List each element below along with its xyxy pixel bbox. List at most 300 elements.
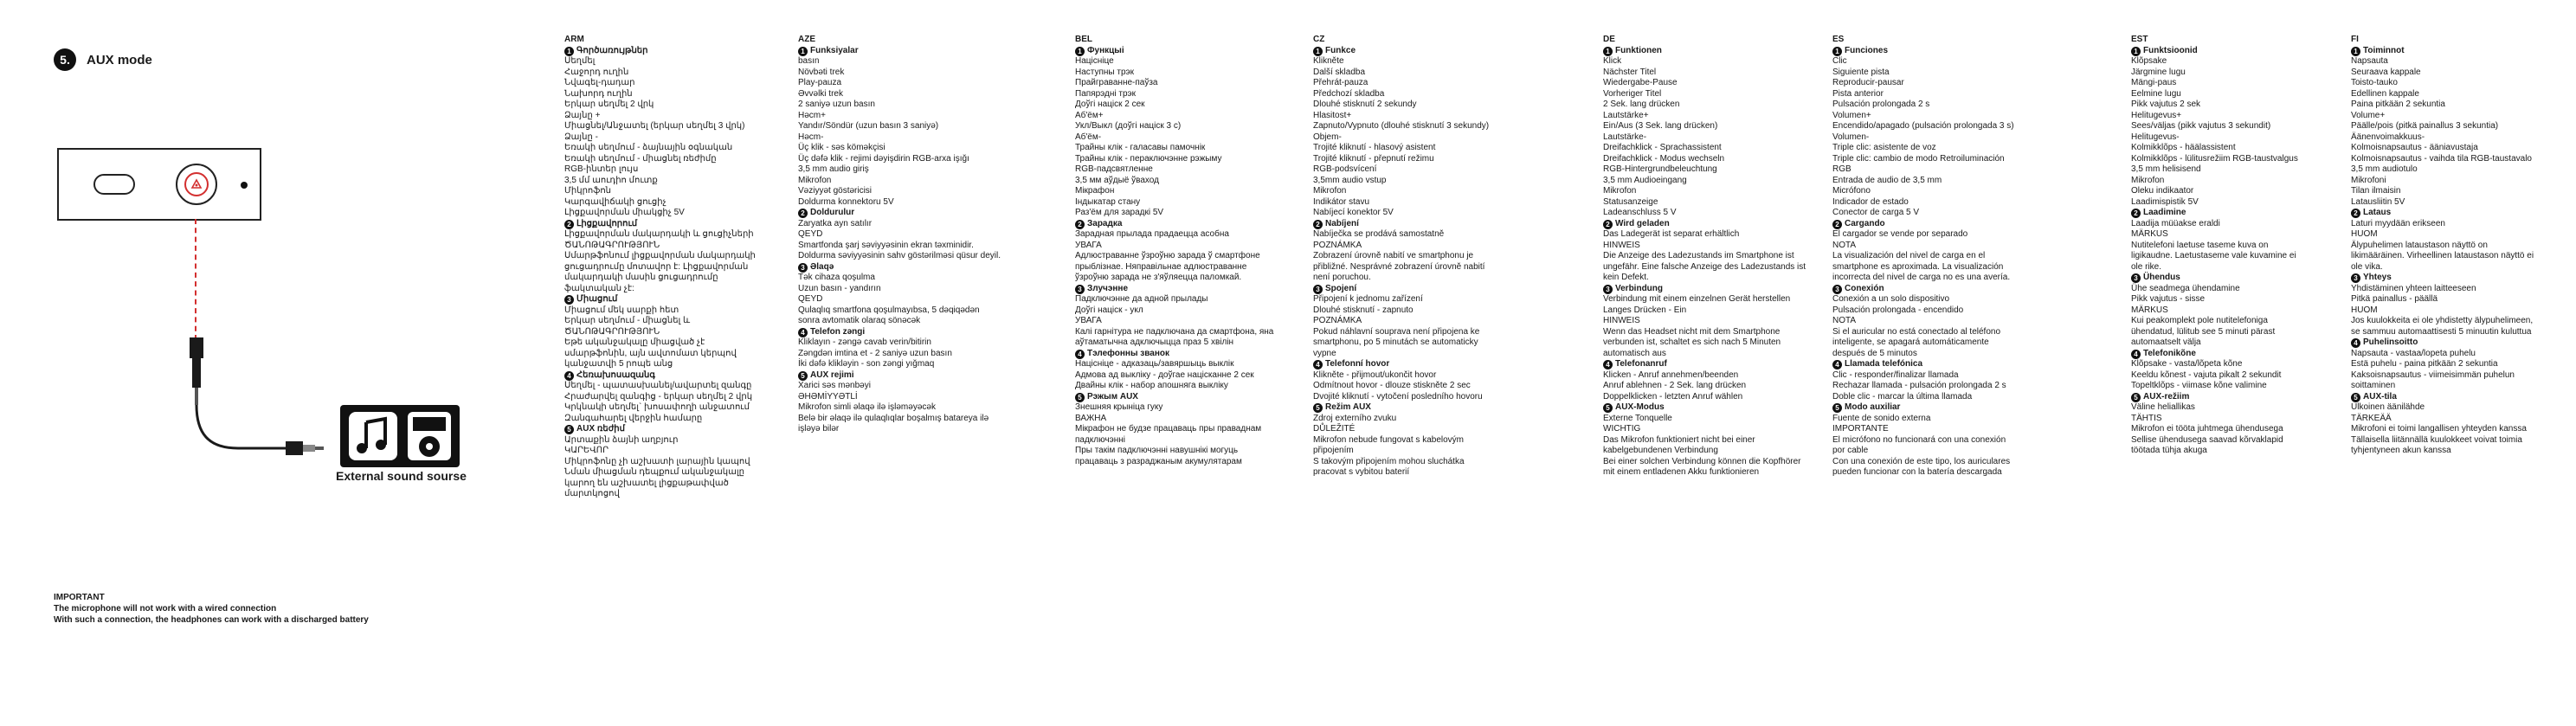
section-heading-5 [1075,392,1296,403]
connection-dashed-line [195,219,196,340]
section-title: Լիցքավորում [576,218,638,228]
ipod-icon [404,410,454,462]
instruction-line: Keeldu kõnest - vajuta pikalt 2 sekundit [2131,369,2282,380]
instruction-line: Միկրոֆոնը չի աշխատի լարային կապով [564,456,750,466]
section-heading-1 [1603,46,1824,57]
instruction-line: mit einem entladenen Akku funktionieren [1603,467,1760,477]
instruction-line: Zapnuto/Vypnuto (dlouhé stisknutí 3 sekundy) [1313,121,1490,131]
instruction-line: RGB-ինտեր լույս [564,164,639,174]
instruction-line: Mikrofon [798,175,832,185]
instruction-line: Mikrofon nebude fungovat s kabelovým [1313,434,1464,445]
instruction-line: incorrecta del nivel de carga no es una avería. [1832,273,2011,282]
instruction-line: ühendatud, lülitub see 5 minuti pärast [2131,326,2276,337]
instruction-line: Připojení k jednomu zařízení [1313,294,1423,304]
instruction-line: TÄRKEÄÄ [2351,413,2392,423]
instruction-line: automatisch aus [1603,348,1666,358]
section-title: Ühendus [2143,273,2180,282]
external-source-label: External sound sourse [336,469,467,483]
instruction-line: Triple clic: cambio de modo Retroiluminación [1832,153,2005,164]
step-number-badge: 5. [54,48,76,71]
instruction-line: ԾԱՆՈԹԱԳՐՈՒԹՅՈՒՆ [564,326,660,337]
instruction-line: MÄRKUS [2131,229,2168,239]
instruction-line: 3,5 mm audio giriş [798,164,869,174]
instruction-line: Klõpsake [2131,56,2167,66]
power-button [176,164,217,205]
section-heading-2 [1832,219,2053,230]
language-code: EST [2131,35,2148,44]
instruction-line: Ձայնը + [564,110,601,120]
instruction-line: Dlouhé stisknutí 2 sekundy [1313,100,1417,109]
instruction-line: Երկար սեղմել 2 վրկ [564,100,654,109]
instruction-line: Belə bir əlaqə ilə qulaqlıqlar boşalmış batareya ilə [798,413,989,423]
instruction-line: Націсніце [1075,56,1114,66]
instruction-line: Ulkoinen äänilähde [2351,402,2425,412]
section-number-badge: 4 [1075,350,1085,359]
section-heading-2 [1075,219,1296,230]
instruction-line: Äänenvoimakkuus- [2351,132,2425,142]
instruction-line: Helitugevus+ [2131,110,2182,120]
instruction-line: Die Anzeige des Ladezustands im Smartphone ist [1603,251,1794,260]
instruction-line: Mikrofon ei tööta juhtmega ühendusega [2131,424,2283,434]
instruction-line: Զանգահարել վերջին համարը [564,413,703,423]
instruction-line: Si el auricular no está conectado al teléfono [1832,326,2001,337]
instruction-line: Սեղմել [564,56,596,66]
instruction-line: Jos kuulokkeita ei ole yhdistetty älypuhelimeen, [2351,316,2534,325]
important-note [54,592,369,626]
section-number-badge: 4 [2351,338,2360,348]
section-title: Հեռախոսազանգ [576,369,655,380]
instruction-line: Двайны клік - набор апошняга выкліку [1075,381,1228,390]
instruction-line: Երկար սեղմում - միացնել և [564,316,691,325]
section-number-badge: 3 [798,263,808,273]
instruction-line: УВАГА [1075,316,1102,325]
instruction-line: Tällaisella liitännällä kuulokkeet voivat toimia [2351,434,2522,445]
section-title: Рэжым AUX [1087,391,1138,402]
instruction-line: Սմարթֆոնում լիցքավորման մակարդակի [564,251,756,260]
section-number-badge: 1 [1832,47,1842,56]
instruction-line: Qulaqlıq smartfona qoşulmayıbsa, 5 dəqiqədən [798,305,980,315]
instruction-line: Estä puhelu - paina pitkään 2 sekuntia [2351,359,2498,369]
section-number-badge: 2 [1603,220,1613,229]
language-code: BEL [1075,35,1092,44]
section-number-badge: 5 [1832,403,1842,413]
instruction-line: ole rike. [2131,261,2162,272]
section-heading [54,48,152,71]
instruction-line: Nächster Titel [1603,67,1657,77]
instruction-line: Hlasitost+ [1313,110,1352,120]
section-heading-4 [1075,349,1296,360]
instruction-line: není poruchou. [1313,273,1371,282]
language-code: ES [1832,35,1845,44]
instruction-line: Раз'ём для зарадкі 5V [1075,208,1164,217]
instruction-line: працаваць з разраджаным акумулятарам [1075,456,1242,466]
instruction-line: Мікрафон [1075,186,1115,196]
instruction-line: Paina pitkään 2 sekuntia [2351,100,2445,109]
language-code: CZ [1313,35,1325,44]
instruction-line: Kolmoisnapsautus - vaihda tila RGB-taustavalo [2351,153,2532,164]
instruction-line: Tək cihaza qoşulma [798,273,875,282]
section-title: AUX rejimi [810,369,854,380]
instruction-line: Väline heliallikas [2131,402,2195,412]
instruction-line: Volumen+ [1832,110,1871,120]
section-heading-5 [564,424,785,435]
instruction-line: Klikněte - přijmout/ukončit hovor [1313,369,1437,380]
instruction-line: Üç dəfə klik - rejimi dəyişdirin RGB-arxa işığı [798,153,969,164]
instruction-line: Доўгі націск 2 сек [1075,100,1145,109]
section-title: Wird geladen [1615,218,1670,228]
language-column-aze [798,35,1019,435]
instruction-line: Націсніце - адказаць/завяршыць выклік [1075,359,1234,369]
important-title: IMPORTANT [54,593,105,602]
instruction-line: 3,5 մմ աուդիո մուտք [564,175,658,185]
instruction-line: Doldurma səviyyəsinin sahv göstərilməsi qüsur deyil. [798,251,1001,260]
instruction-line: Clic [1832,56,1847,66]
section-number-badge: 3 [2351,273,2360,283]
instruction-line: IMPORTANTE [1832,424,1889,434]
instruction-line: Папярэдні трэк [1075,88,1136,99]
instruction-line: Edellinen kappale [2351,88,2419,99]
section-number-badge: 1 [1603,47,1613,56]
instruction-line: Laturi myydään erikseen [2351,218,2445,228]
instruction-line: Zobrazení úrovně nabití ve smartphonu je [1313,251,1474,260]
section-title: Funktionen [1615,45,1662,55]
instruction-line: töötada tühja akuga [2131,446,2207,455]
instruction-line: ֆակտական չէ: [564,283,634,293]
section-heading-4 [1603,359,1824,370]
section-number-badge: 1 [2131,47,2141,56]
section-title: Funksiyalar [810,45,859,55]
instruction-line: HINWEIS [1603,316,1640,325]
section-heading-4 [1832,359,2053,370]
instruction-line: Ühe seadmega ühendamine [2131,283,2240,293]
language-code: FI [2351,35,2359,44]
instruction-line: Ein/Aus (3 Sek. lang drücken) [1603,121,1718,131]
section-number-badge: 3 [564,295,574,305]
instruction-line: Verbindung mit einem einzelnen Gerät herstellen [1603,294,1791,304]
section-heading-1 [2131,46,2352,57]
section-heading-2 [1313,219,1534,230]
instruction-line: Volumen- [1832,132,1870,142]
section-title: Тэлефонны званок [1087,348,1169,358]
instruction-line: Kolmikklõps - häälassistent [2131,143,2236,152]
instruction-line: Topeltklõps - viimase kõne valimine [2131,381,2267,390]
instruction-line: Прайграванне-паўза [1075,78,1158,87]
section-title: Spojení [1325,283,1357,293]
section-heading-1 [564,46,785,57]
instruction-line: Wiedergabe-Pause [1603,78,1678,87]
power-button-icon [184,172,209,196]
instruction-line: Հաջորդ ուղին [564,67,629,77]
section-heading-3 [1075,284,1296,295]
section-heading-1 [1313,46,1534,57]
instruction-line: Կրկնակի սեղմել` խոսափողի անջատում [564,402,750,412]
instruction-line: Reproducir-pausar [1832,78,1904,87]
instruction-line: tyhjentyneen akun kanssa [2351,446,2451,455]
instruction-line: Мікрафон не будзе працаваць пры праваднам [1075,424,1262,434]
instruction-line: Doldurma konnektoru 5V [798,196,894,207]
instruction-line: Mikrofoni ei toimi langallisen yhteyden kanssa [2351,424,2527,434]
instruction-line: Siguiente pista [1832,67,1890,77]
instruction-line: Externe Tonquelle [1603,413,1672,423]
section-title: Doldurulur [810,208,855,217]
section-title: Yhteys [2363,273,2392,282]
section-title: Telefonanruf [1615,359,1667,369]
instruction-line: POZNÁMKA [1313,240,1362,250]
section-number-badge: 2 [1075,220,1085,229]
language-column-arm [564,35,785,500]
instruction-line: Trojité kliknutí - hlasový asistent [1313,143,1436,152]
instruction-line: İki dəfə klikləyin - son zəngi yığmaq [798,359,935,369]
instruction-line: Seuraava kappale [2351,67,2421,77]
instruction-line: likimääräinen. Virheellinen lataustason näyttö ei [2351,251,2534,260]
instruction-line: прыблізнае. Няправільнае адлюстраванне [1075,261,1247,272]
instruction-line: Klick [1603,56,1622,66]
instruction-line: Pista anterior [1832,88,1884,99]
instruction-line: Mikrofon simli əlaqə ilə işləməyəcək [798,402,936,412]
section-heading-3 [1603,284,1824,295]
instruction-line: Další skladba [1313,67,1366,77]
instruction-line: Dvojité kliknutí - vytočení posledního hovoru [1313,391,1483,402]
instruction-line: 3,5 mm helisisend [2131,164,2201,174]
instruction-line: automaatselt välja [2131,337,2201,347]
instruction-line: RGB-podsvícení [1313,164,1377,174]
instruction-line: Əvvəlki trek [798,88,843,99]
section-title: Funktsioonid [2143,45,2198,55]
instruction-line: Předchozí skladba [1313,88,1385,99]
instruction-line: Trojité kliknutí - přepnutí režimu [1313,153,1434,164]
instruction-line: Pokud náhlavní souprava není připojena ke [1313,326,1480,337]
instruction-line: Եթե ականջակալը միացված չէ [564,337,705,347]
instruction-line: 3,5mm audio vstup [1313,175,1387,185]
instruction-line: Napsauta [2351,56,2388,66]
instruction-line: Klõpsake - vasta/lõpeta kõne [2131,359,2243,369]
instruction-line: Latausliitin 5V [2351,196,2405,207]
instruction-line: Con una conexión de este tipo, los auriculares [1832,456,2011,466]
instruction-line: Klikněte [1313,56,1344,66]
instruction-line: Triple clic: asistente de voz [1832,143,1936,152]
instruction-line: vypne [1313,348,1336,358]
aux-jack-icon [156,337,329,476]
section-number-badge: 3 [1075,285,1085,294]
instruction-line: Հրաժարվել զանգից - երկար սեղմել 2 վրկ [564,391,753,402]
section-number-badge: 5 [1313,403,1323,413]
instruction-line: Пры такім падключэнні навушнікі могуць [1075,446,1239,455]
language-column-est [2131,35,2352,457]
instruction-line: 3,5 mm Audioeingang [1603,175,1687,185]
section-number-badge: 4 [1603,360,1613,369]
instruction-line: Lautstärke+ [1603,110,1649,120]
instruction-line: Լիցքավորման միակցիչ 5V [564,208,685,217]
instruction-line: Միկրոֆոն [564,186,611,196]
instruction-line: ВАЖНА [1075,413,1107,423]
section-heading-5 [1603,402,1824,414]
section-title: Telefon zəngi [810,326,866,337]
microphone-hole [241,182,248,189]
instruction-line: Նվագել-դադար [564,78,635,87]
instruction-line: Адлюстраванне ўзроўню зарада ў смартфоне [1075,251,1260,260]
section-heading-5 [798,370,1019,382]
instruction-line: Laadija müüakse eraldi [2131,218,2220,228]
section-title: Toiminnot [2363,45,2405,55]
instruction-line: Կարգավիճակի ցուցիչ [564,196,667,207]
instruction-line: MÄRKUS [2131,305,2168,315]
section-title: Əlaqə [810,261,834,272]
instruction-line: Přehrát-pauza [1313,78,1368,87]
instruction-line: Indicador de estado [1832,196,1909,207]
instruction-line: RGB-падсвятленне [1075,164,1153,174]
instruction-line: přibližné. Nesprávné zobrazení úrovně nabití [1313,261,1485,272]
instruction-line: ƏHƏMİYYƏTLİ [798,391,858,402]
instruction-line: Падключэнне да адной прылады [1075,294,1208,304]
section-number-badge: 1 [564,47,574,56]
instruction-line: սմարթֆոնին, այն ավտոմատ կերպով [564,348,737,358]
instruction-line: Եռակի սեղմում - միացնել ռեժիմը [564,153,717,164]
section-title: AUX-režiim [2143,391,2190,402]
instruction-line: Uzun basın - yandırın [798,283,881,293]
section-number-badge: 3 [1832,285,1842,294]
section-number-badge: 1 [798,47,808,56]
instruction-line: připojením [1313,446,1354,455]
instruction-line: 2 saniyə uzun basın [798,100,875,109]
section-heading-5 [2131,392,2352,403]
language-column-fi [2351,35,2572,457]
instruction-line: Növbəti trek [798,67,845,77]
section-heading-2 [2351,208,2572,219]
instruction-line: Pikk vajutus 2 sek [2131,100,2201,109]
instruction-line: HINWEIS [1603,240,1640,250]
section-title: Conexión [1845,283,1884,293]
section-number-badge: 5 [564,425,574,434]
language-code: DE [1603,35,1615,44]
instruction-line: Kolmoisnapsautus - ääniavustaja [2351,143,2478,152]
instruction-line: Mikrofon [1313,186,1347,196]
instruction-line: Mikrofoni [2351,175,2386,185]
instruction-line: УВАГА [1075,240,1102,250]
instruction-line: se sammuu automaattisesti 5 minuutin kuluttua [2351,326,2532,337]
instruction-line: basın [798,56,820,66]
instruction-line: işləyə bilər [798,424,840,434]
instruction-line: Արտաքին ձայնի աղբյուր [564,434,679,445]
instruction-line: Նման միացման դեպքում ականջակալը [564,467,744,477]
instruction-line: Sees/väljas (pikk vajutus 3 sekundit) [2131,121,2271,131]
instruction-line: Mikrofon [2131,175,2165,185]
instruction-line: Наступны трэк [1075,67,1134,77]
instruction-line: HUOM [2351,229,2378,239]
instruction-line: NOTA [1832,240,1857,250]
instruction-line: Pitkä painallus - päällä [2351,294,2438,304]
instruction-line: NOTA [1832,316,1857,325]
instruction-line: Kliklayın - zəngə cavab verin/bitirin [798,337,931,347]
instruction-line: Toisto-tauko [2351,78,2398,87]
instruction-line: Լիցքավորման մակարդակի և ցուցիչների [564,229,754,239]
instruction-line: կանջատվի 5 րոպե անց [564,359,673,369]
instruction-line: Klicken - Anruf annehmen/beenden [1603,369,1739,380]
instruction-line: verbunden ist, schaltet es sich nach 5 Minuten [1603,337,1781,347]
instruction-line: Kui peakomplekt pole nutitelefoniga [2131,316,2268,325]
instruction-line: TÄHTIS [2131,413,2162,423]
section-heading-1 [798,46,1019,57]
instruction-line: ole vika. [2351,261,2383,272]
instruction-line: QEYD [798,229,823,239]
instruction-line: Pulsación prolongada 2 s [1832,100,1930,109]
instruction-line: sonra avtomatik olaraq sönəcək [798,316,921,325]
instruction-line: Vorheriger Titel [1603,88,1662,99]
instruction-line: Միացում մեկ սարքի հետ [564,305,679,315]
section-number-badge: 4 [2131,350,2141,359]
section-number-badge: 3 [1603,285,1613,294]
instruction-line: Micrófono [1832,186,1871,196]
instruction-line: Знешняя крыніца гуку [1075,402,1163,412]
instruction-line: Helitugevus- [2131,132,2180,142]
section-number-badge: 2 [2351,209,2360,218]
instruction-line: Älypuhelimen lataustason näyttö on [2351,240,2488,250]
section-title: Režim AUX [1325,402,1371,412]
instruction-line: Anruf ablehnen - 2 Sek. lang drücken [1603,381,1747,390]
section-heading-2 [564,219,785,230]
instruction-line: Dlouhé stisknutí - zapnuto [1313,305,1414,315]
charging-port [93,174,135,195]
section-title: Telefonní hovor [1325,359,1390,369]
section-title: Modo auxiliar [1845,402,1901,412]
instruction-line: pueden funcionar con la batería descargada [1832,467,2002,477]
section-title: Laadimine [2143,208,2186,217]
instruction-line: Доўгі націск - укл [1075,305,1143,315]
section-heading-1 [1832,46,2053,57]
section-heading-5 [1313,402,1534,414]
instruction-line: Laadimispistik 5V [2131,196,2199,207]
instruction-line: Nutitelefoni laetuse taseme kuva on [2131,240,2269,250]
instruction-line: Трайны клік - галасавы памочнік [1075,143,1206,152]
instruction-line: Oleku indikaator [2131,186,2194,196]
section-number-badge: 1 [1075,47,1085,56]
instruction-line: Indikátor stavu [1313,196,1370,207]
instruction-line: Entrada de audio de 3,5 mm [1832,175,1942,185]
section-heading-2 [2131,208,2352,219]
section-title: Злучэнне [1087,283,1129,293]
instruction-line: RGB [1832,164,1852,174]
instruction-line: Калі гарнітура не падключана да смартфона, яна [1075,326,1274,337]
instruction-line: Napsauta - vastaa/lopeta puhelu [2351,348,2476,358]
instruction-line: Volume+ [2351,110,2386,120]
section-title: Գործառույթներ [576,45,648,55]
instruction-line: El micrófono no funcionará con una conexión [1832,434,2006,445]
instruction-line: La visualización del nivel de carga en el [1832,251,1986,260]
instruction-line: Ձայնը - [564,132,598,142]
instruction-line: ԿԱՐԵՎՈՐ [564,446,609,455]
instruction-line: Clic - responder/finalizar llamada [1832,369,1959,380]
instruction-line: Zəngdən imtina et - 2 saniyə uzun basın [798,348,952,358]
instruction-line: S takovým připojením mohou sluchátka [1313,456,1465,466]
section-number-badge: 1 [2351,47,2360,56]
section-heading-3 [564,294,785,305]
instruction-line: Індыкатар стану [1075,196,1141,207]
instruction-line: Зарадная прылада прадаецца асобна [1075,229,1229,239]
instruction-line: Eelmine lugu [2131,88,2181,99]
instruction-line: аўтаматычна адключыцца праз 5 хвілін [1075,337,1234,347]
instruction-line: WICHTIG [1603,424,1641,434]
instruction-line: Եռակի սեղմում - ձայնային օգնական [564,143,733,152]
instruction-line: մակարդակի մասին ցուցադրումը [564,273,718,282]
language-column-cz [1313,35,1534,479]
instruction-line: Lautstärke- [1603,132,1647,142]
section-title: Cargando [1845,218,1885,228]
instruction-line: Objem- [1313,132,1342,142]
section-number-badge: 1 [1313,47,1323,56]
instruction-line: kabelgebundenen Verbindung [1603,446,1718,455]
section-title: Llamada telefónica [1845,359,1923,369]
section-heading-2 [798,208,1019,219]
instruction-line: Mikrofon [1603,186,1637,196]
